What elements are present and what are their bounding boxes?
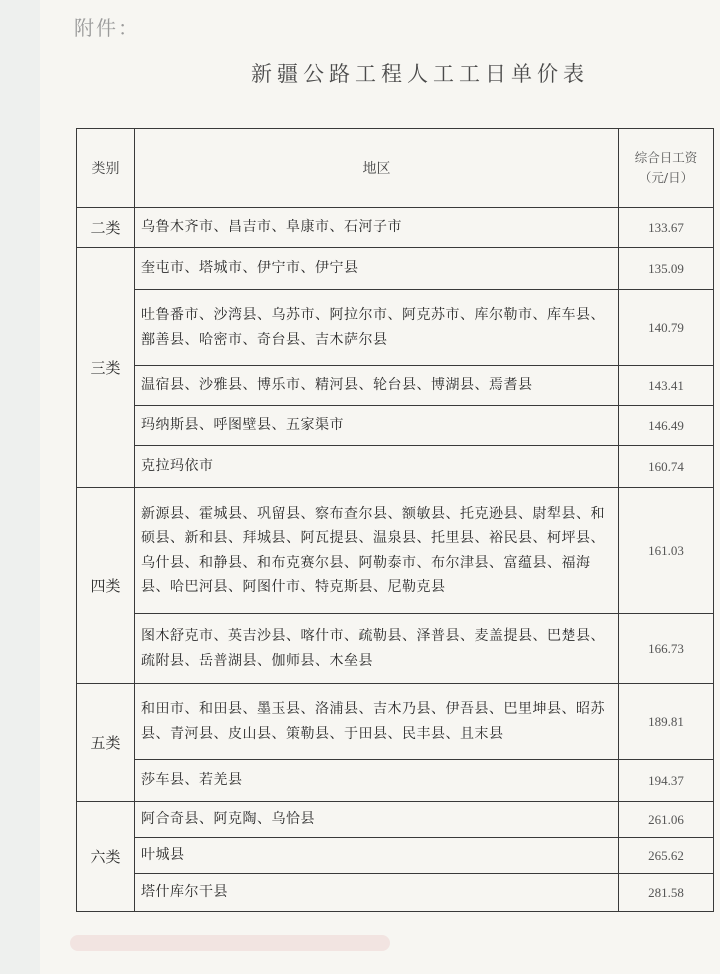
region-cell: 克拉玛依市 xyxy=(135,446,619,488)
category-cell: 四类 xyxy=(77,488,135,684)
region-cell: 温宿县、沙雅县、博乐市、精河县、轮台县、博湖县、焉耆县 xyxy=(135,366,619,406)
table-row xyxy=(77,290,714,366)
document-title: 新疆公路工程人工工日单价表 xyxy=(251,62,589,86)
table-row xyxy=(77,874,714,912)
table-row xyxy=(77,406,714,446)
region-cell: 玛纳斯县、呼图壁县、五家渠市 xyxy=(135,406,619,446)
table-row xyxy=(77,614,714,684)
rate-cell: 133.67 xyxy=(619,208,714,248)
rate-cell: 140.79 xyxy=(619,290,714,366)
region-cell: 奎屯市、塔城市、伊宁市、伊宁县 xyxy=(135,248,619,290)
table-header-row xyxy=(77,129,714,208)
table-row xyxy=(77,760,714,802)
category-cell: 二类 xyxy=(77,208,135,248)
attachment-label: 附件： xyxy=(74,16,140,40)
region-cell: 叶城县 xyxy=(135,838,619,874)
region-cell: 和田市、和田县、墨玉县、洛浦县、吉木乃县、伊吾县、巴里坤县、昭苏县、青河县、皮山县、策勒县、于田县、民丰县、且末县 xyxy=(135,684,619,760)
scan-stain xyxy=(70,935,390,951)
rate-cell: 166.73 xyxy=(619,614,714,684)
region-cell: 新源县、霍城县、巩留县、察布查尔县、额敏县、托克逊县、尉犁县、和硕县、新和县、拜城县、阿瓦提县、温泉县、托里县、裕民县、柯坪县、乌什县、和静县、和布克赛尔县、阿勒泰市、布尔津县、富蕴县、福海县、哈巴河县、阿图什市、特克斯县、尼勒克县 xyxy=(135,488,619,614)
header-rate-line2: （元/日） xyxy=(638,170,694,185)
rate-cell: 146.49 xyxy=(619,406,714,446)
region-cell: 乌鲁木齐市、昌吉市、阜康市、石河子市 xyxy=(135,208,619,248)
table-row xyxy=(77,366,714,406)
rate-cell: 281.58 xyxy=(619,874,714,912)
region-cell: 图木舒克市、英吉沙县、喀什市、疏勒县、泽普县、麦盖提县、巴楚县、疏附县、岳普湖县、伽师县、木垒县 xyxy=(135,614,619,684)
rate-cell: 161.03 xyxy=(619,488,714,614)
table-row xyxy=(77,838,714,874)
header-category: 类别 xyxy=(77,129,135,208)
region-cell: 阿合奇县、阿克陶、乌恰县 xyxy=(135,802,619,838)
table-row xyxy=(77,684,714,760)
category-cell: 六类 xyxy=(77,802,135,912)
scan-left-margin xyxy=(0,0,40,974)
region-cell: 吐鲁番市、沙湾县、乌苏市、阿拉尔市、阿克苏市、库尔勒市、库车县、鄯善县、哈密市、奇台县、吉木萨尔县 xyxy=(135,290,619,366)
rate-cell: 189.81 xyxy=(619,684,714,760)
category-cell: 三类 xyxy=(77,248,135,488)
rate-cell: 265.62 xyxy=(619,838,714,874)
table-row xyxy=(77,208,714,248)
table-row xyxy=(77,248,714,290)
region-cell: 莎车县、若羌县 xyxy=(135,760,619,802)
wage-table xyxy=(76,128,714,912)
table-row xyxy=(77,446,714,488)
header-region: 地区 xyxy=(135,129,619,208)
category-cell: 五类 xyxy=(77,684,135,802)
rate-cell: 194.37 xyxy=(619,760,714,802)
table-row xyxy=(77,488,714,614)
header-rate-line1: 综合日工资 xyxy=(634,150,698,165)
rate-cell: 143.41 xyxy=(619,366,714,406)
rate-cell: 261.06 xyxy=(619,802,714,838)
rate-cell: 160.74 xyxy=(619,446,714,488)
header-rate xyxy=(619,129,714,208)
region-cell: 塔什库尔干县 xyxy=(135,874,619,912)
rate-cell: 135.09 xyxy=(619,248,714,290)
table-row xyxy=(77,802,714,838)
